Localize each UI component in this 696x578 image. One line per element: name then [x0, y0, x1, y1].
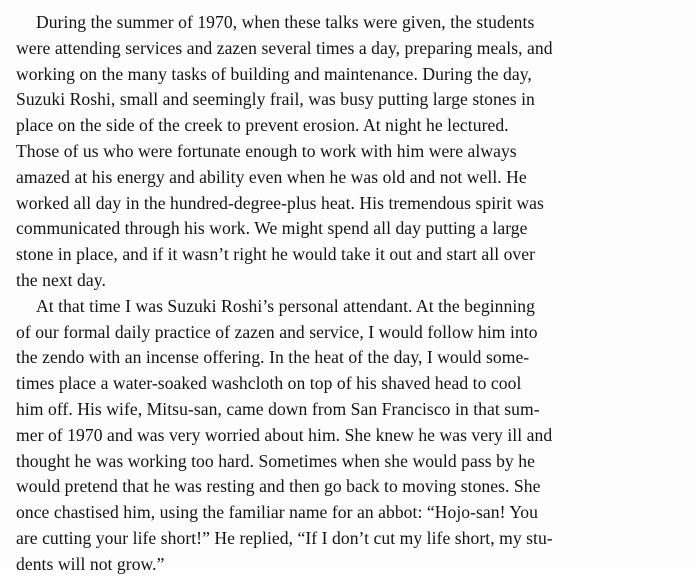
text-line: the next day.	[16, 269, 106, 290]
text-line: him off. His wife, Mitsu-san, came down from San Francisco in that sum-	[16, 398, 540, 419]
text-line: were attending services and zazen several times a day, preparing meals, and	[16, 37, 553, 58]
text-line: During the summer of 1970, when these talks were given, the students	[36, 12, 535, 32]
text-line: worked all day in the hundred-degree-plus heat. His tremendous spirit was	[16, 192, 544, 213]
text-line: of our formal daily practice of zazen and service, I would follow him into	[16, 321, 538, 342]
text-line: working on the many tasks of building and maintenance. During the day,	[16, 63, 532, 84]
text-line: thought he was working too hard. Sometimes when she would pass by he	[16, 450, 535, 471]
text-line: stone in place, and if it wasn’t right he would take it out and start all over	[16, 244, 536, 265]
text-line: Suzuki Roshi, small and seemingly frail, was busy putting large stones in	[16, 89, 535, 110]
text-line: once chastised him, using the familiar name for an abbot: “Hojo-san! You	[16, 502, 539, 523]
text-line: amazed at his energy and ability even when he was old and not well. He	[16, 166, 527, 187]
text-line: would pretend that he was resting and then go back to moving stones. She	[16, 476, 541, 497]
text-line: are cutting your life short!” He replied, “If I don’t cut my life short, my stu-	[16, 527, 553, 548]
text-line: the zendo with an incense offering. In the heat of the day, I would some-	[16, 347, 530, 368]
text-line: communicated through his work. We might spend all day putting a large	[16, 218, 528, 239]
text-line: At that time I was Suzuki Roshi’s personal attendant. At the beginning	[36, 295, 535, 316]
body-text	[16, 10, 688, 578]
text-line: place on the side of the creek to prevent erosion. At night he lectured.	[16, 115, 509, 136]
text-line: mer of 1970 and was very worried about him. She knew he was very ill and	[16, 424, 553, 445]
text-line: times place a water-soaked washcloth on top of his shaved head to cool	[16, 373, 522, 394]
text-line: dents will not grow.”	[16, 553, 165, 574]
text-line: Those of us who were fortunate enough to work with him were always	[16, 140, 517, 161]
